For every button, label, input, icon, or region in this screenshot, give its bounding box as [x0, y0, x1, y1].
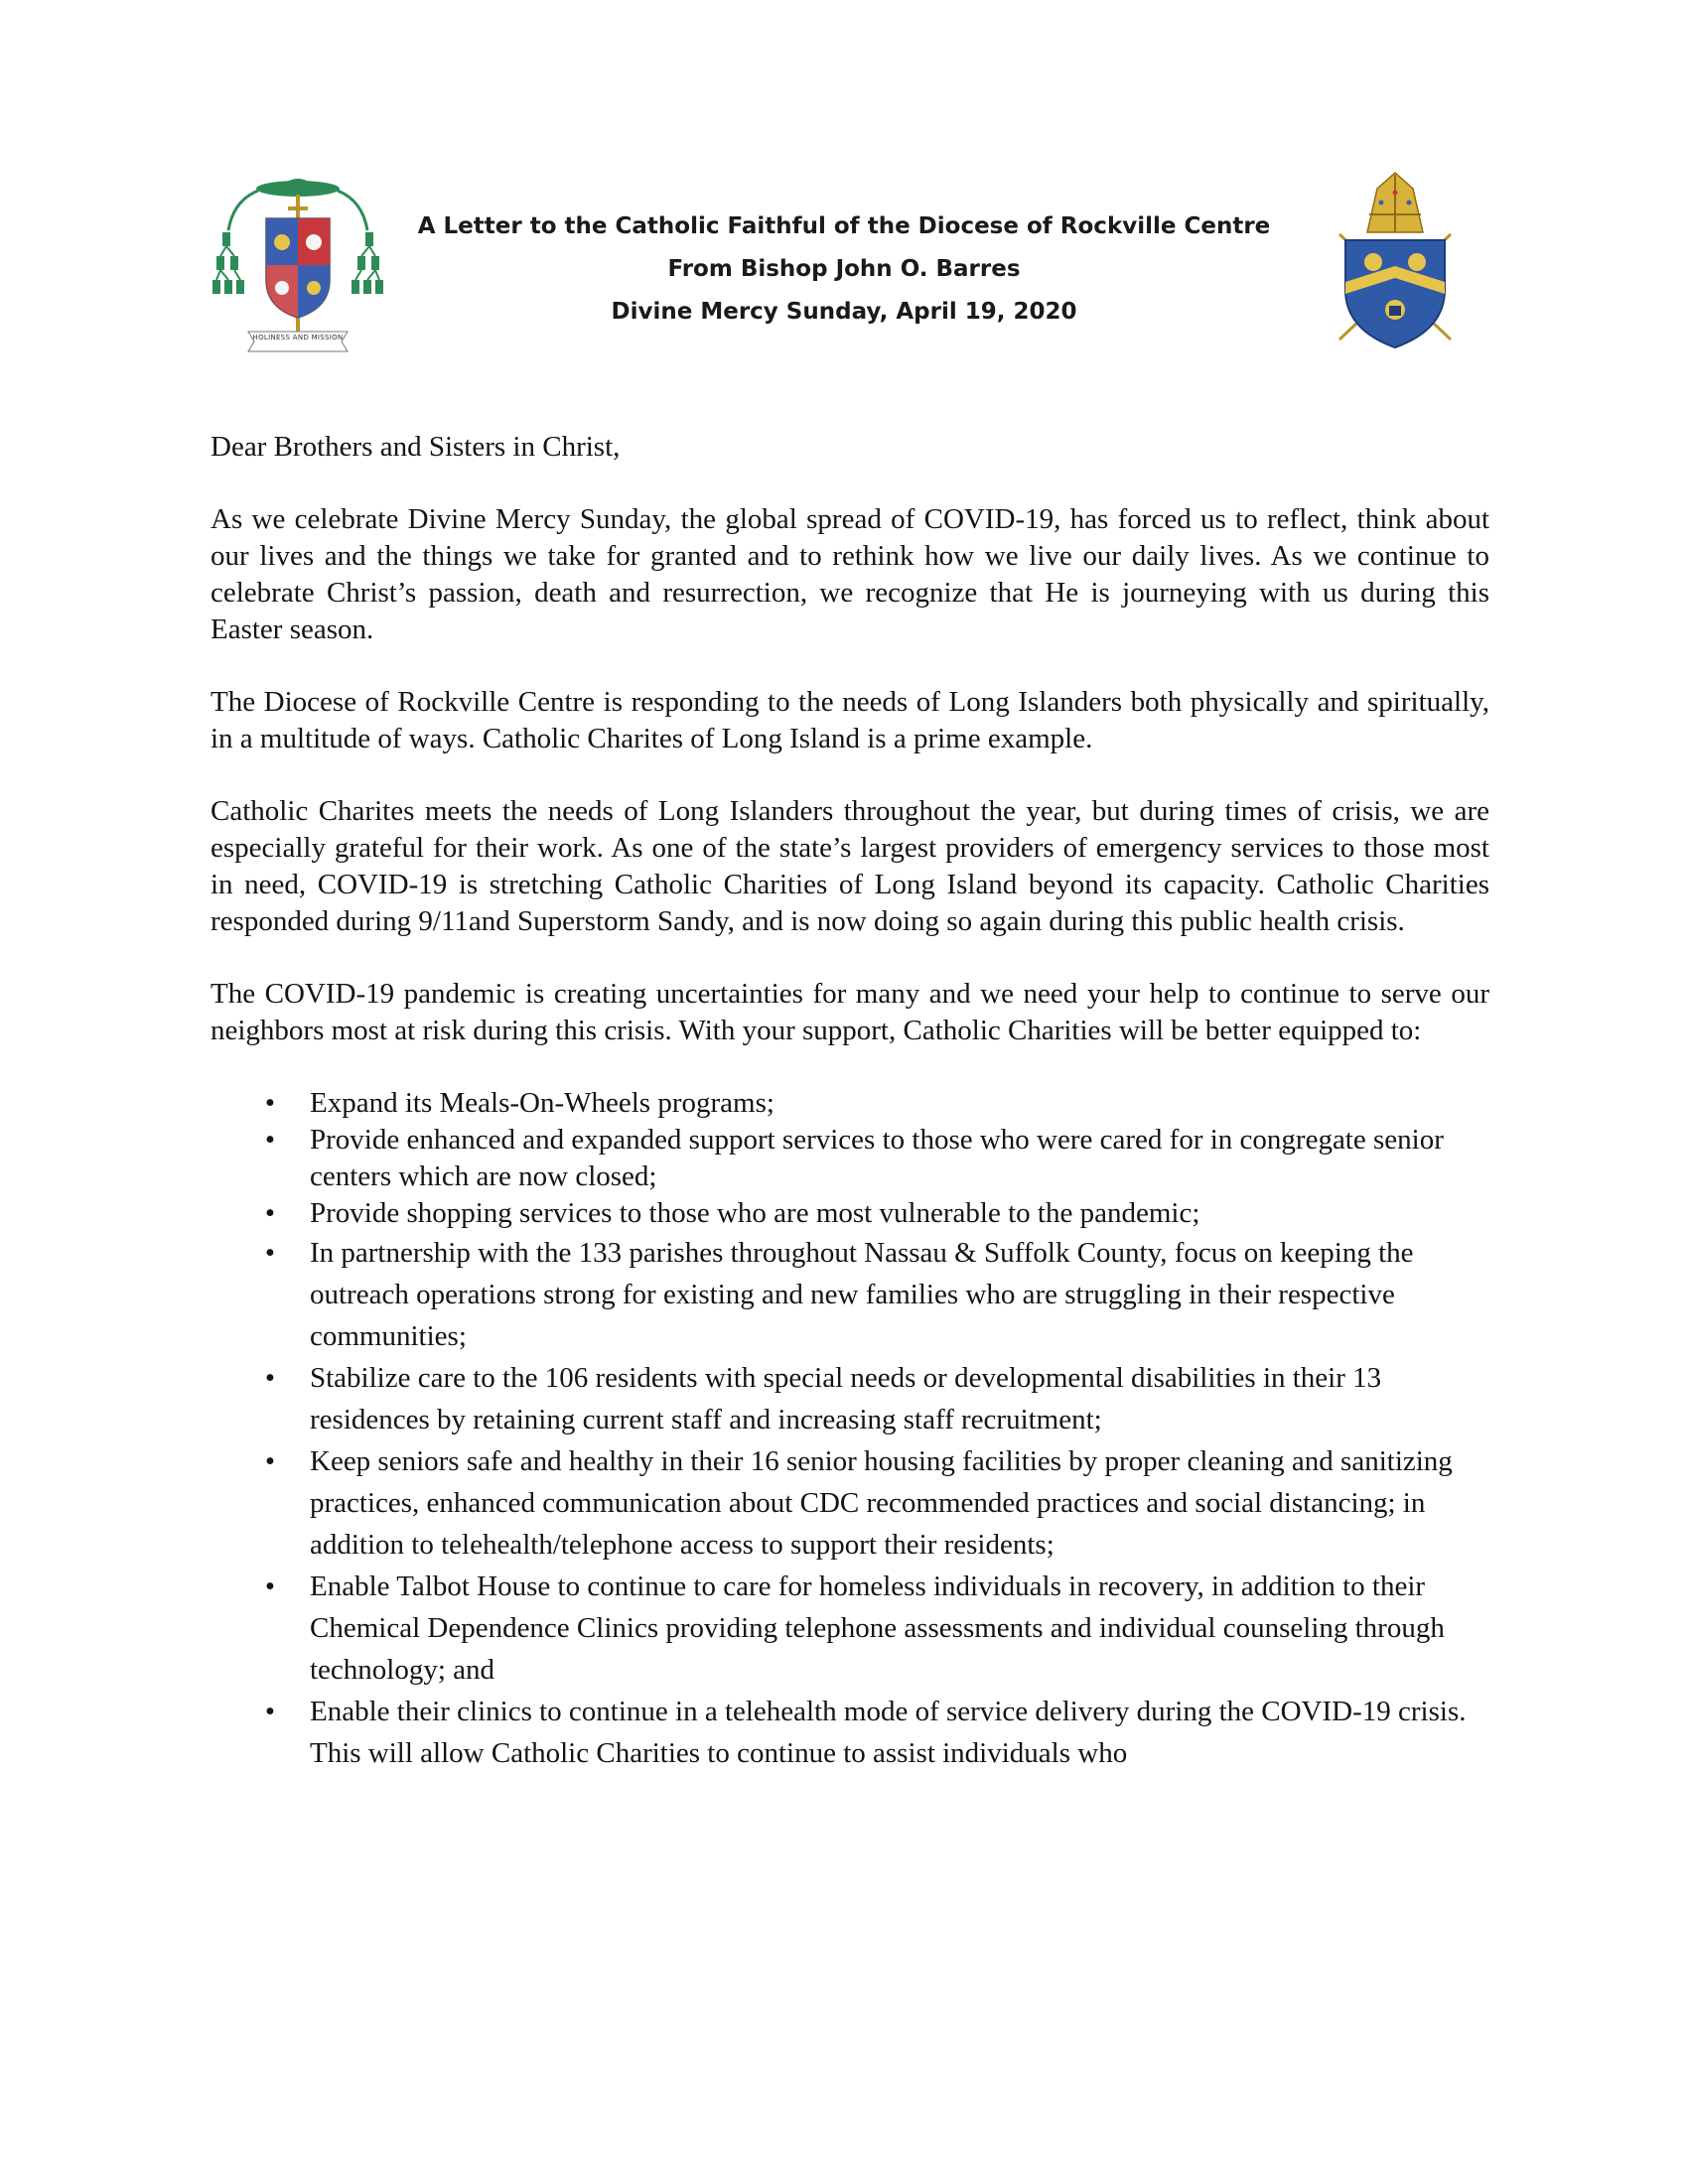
bullet-icon: • [264, 1570, 276, 1602]
letter-header [0, 0, 1688, 397]
paragraph-3: Catholic Charites meets the needs of Long Islanders throughout the year, but during times of crisis, we are especially grateful for their work. As one of the state’s largest providers of emergency services to those most in need, COVID-19 is stretching Catholic Charities of Long Island beyond its capacity. Catholic Charities responded during 9/11and Superstorm Sandy, and is now doing so again during this public health crisis. [211, 795, 1489, 937]
diocese-coat-of-arms-icon [1326, 171, 1465, 354]
letter-date: Divine Mercy Sunday, April 19, 2020 [611, 299, 1077, 325]
bullet-icon: • [264, 1696, 276, 1727]
list-item [211, 1122, 1489, 1195]
support-list [211, 1085, 1489, 1774]
bullet-icon: • [264, 1197, 276, 1229]
list-item-text: Enable Talbot House to continue to care for homeless individuals in recovery, in addition to their Chemical Dependence Clinics providing telephone assessments and individual counseling through technology; and [310, 1570, 1445, 1686]
list-item-text: Stabilize care to the 106 residents with special needs or developmental disabilities in their 13 residences by retaining current staff and increasing staff recruitment; [310, 1362, 1382, 1435]
list-item [211, 1440, 1489, 1566]
bullet-icon: • [264, 1124, 276, 1156]
bullet-icon: • [264, 1237, 276, 1269]
list-item-text: In partnership with the 133 parishes throughout Nassau & Suffolk County, focus on keeping the outreach operations strong for existing and new families who are struggling in their respective communities; [310, 1237, 1414, 1352]
letter-author: From Bishop John O. Barres [667, 256, 1021, 282]
bullet-icon: • [264, 1362, 276, 1394]
letter-body [211, 429, 1489, 1774]
paragraph-1: As we celebrate Divine Mercy Sunday, the global spread of COVID-19, has forced us to reflect, think about our lives and the things we take for granted and to rethink how we live our daily lives. As we continue to celebrate Christ’s passion, death and resurrection, we recognize that He is journeying with us during this Easter season. [211, 503, 1489, 645]
paragraph-2: The Diocese of Rockville Centre is responding to the needs of Long Islanders both physically and spiritually, in a multitude of ways. Catholic Charites of Long Island is a prime example. [211, 686, 1489, 754]
bullet-icon: • [264, 1445, 276, 1477]
salutation: Dear Brothers and Sisters in Christ, [211, 431, 621, 463]
list-item [211, 1195, 1489, 1232]
list-item-text: Expand its Meals-On-Wheels programs; [310, 1087, 774, 1119]
list-item [211, 1357, 1489, 1440]
list-item-text: Provide enhanced and expanded support services to those who were cared for in congregate senior centers which are now closed; [310, 1124, 1444, 1192]
list-item-text: Provide shopping services to those who are most vulnerable to the pandemic; [310, 1197, 1200, 1229]
list-item [211, 1566, 1489, 1691]
list-item [211, 1085, 1489, 1122]
list-item [211, 1691, 1489, 1774]
emblem-motto: HOLINESS AND MISSION [252, 334, 344, 341]
paragraph-4: The COVID-19 pandemic is creating uncertainties for many and we need your help to continue to serve our neighbors most at risk during this crisis. With your support, Catholic Charities will be better equipped to: [211, 978, 1489, 1046]
list-item [211, 1232, 1489, 1357]
letter-title: A Letter to the Catholic Faithful of the Diocese of Rockville Centre [417, 213, 1271, 239]
list-item-text: Keep seniors safe and healthy in their 16 senior housing facilities by proper cleaning and sanitizing practices, enhanced communication about CDC recommended practices and social distancing; in addition to telehealth/telephone access to support their residents; [310, 1445, 1453, 1561]
list-item-text: Enable their clinics to continue in a telehealth mode of service delivery during the COVID-19 crisis. This will allow Catholic Charities to continue to assist individuals who [310, 1696, 1467, 1769]
bullet-icon: • [264, 1087, 276, 1119]
